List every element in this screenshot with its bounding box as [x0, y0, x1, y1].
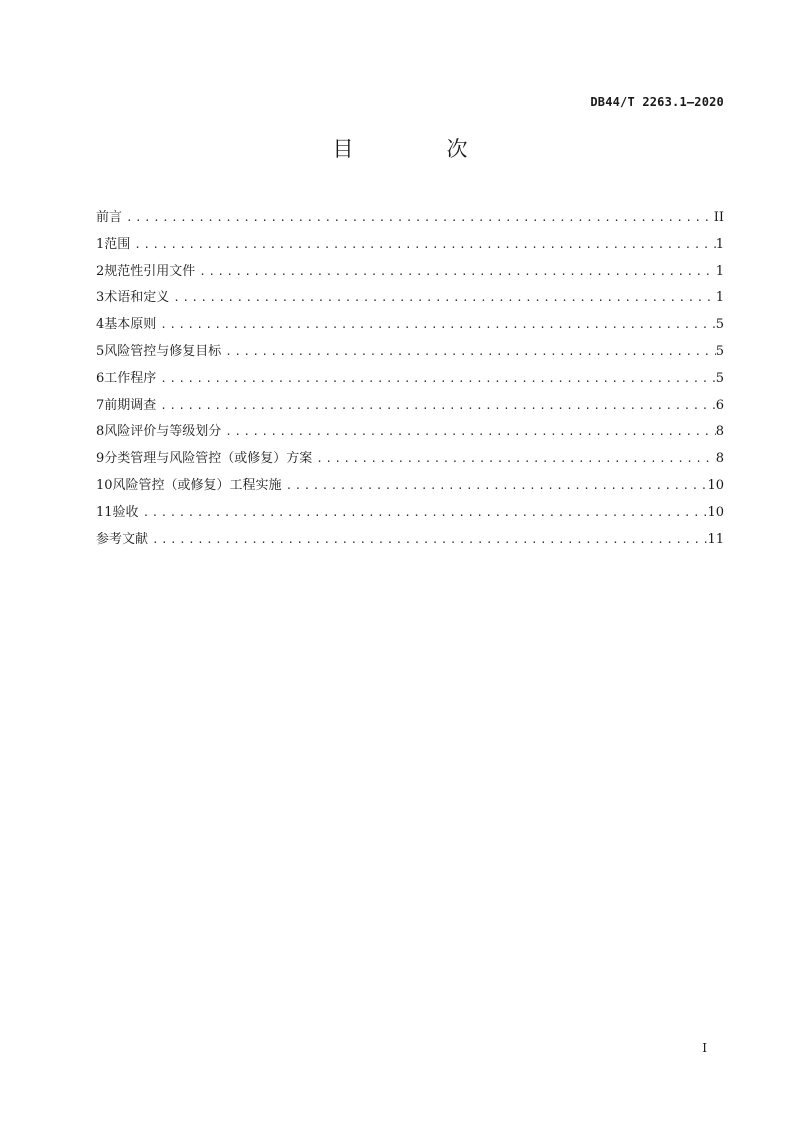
- page-number: I: [702, 1041, 707, 1055]
- toc-entry-page: 10: [707, 477, 724, 493]
- toc-entry-label: 工作程序: [104, 370, 157, 386]
- toc-entry-number: 10: [96, 477, 113, 493]
- toc-entry-3[interactable]: [96, 286, 724, 313]
- toc-entry-7[interactable]: [96, 394, 724, 421]
- toc-leader-dots: [195, 265, 715, 278]
- toc-entry-label: 验收: [112, 504, 139, 520]
- toc-leader-dots: [122, 211, 714, 224]
- toc-entry-label: 范围: [104, 236, 131, 252]
- document-code: DB44/T 2263.1—2020: [590, 95, 724, 109]
- toc-entry-number: 3: [96, 290, 105, 306]
- toc-leader-dots: [221, 345, 715, 358]
- toc-entry-label: 参考文献: [96, 531, 149, 547]
- toc-entry-label: 规范性引用文件: [104, 263, 196, 279]
- toc-leader-dots: [282, 479, 708, 492]
- toc-entry-page: 6: [715, 397, 724, 413]
- toc-entry-page: 5: [715, 343, 724, 359]
- toc-entry-label: 前言: [96, 210, 123, 225]
- toc-entry-8[interactable]: [96, 420, 724, 447]
- toc-entry-label: 风险管控（或修复）工程实施: [112, 477, 282, 493]
- toc-entry-page: 1: [715, 290, 724, 306]
- toc-leader-dots: [169, 291, 715, 304]
- toc-entry-label: 基本原则: [104, 317, 157, 333]
- toc-entry-page: 5: [715, 317, 724, 333]
- toc-entry-bibliography[interactable]: [96, 528, 724, 555]
- toc-entry-label: 术语和定义: [104, 290, 170, 306]
- toc-entry-number: 8: [96, 424, 105, 440]
- toc-entry-page: 5: [715, 370, 724, 386]
- toc-leader-dots: [312, 452, 715, 465]
- toc-entry-number: 9: [96, 451, 105, 467]
- toc-entry-10[interactable]: [96, 474, 724, 501]
- toc-entry-number: 11: [96, 504, 113, 520]
- toc-entry-6[interactable]: [96, 367, 724, 394]
- toc-entry-page: 8: [715, 424, 724, 440]
- toc-entry-11[interactable]: [96, 501, 724, 528]
- table-of-contents: [96, 206, 724, 554]
- toc-leader-dots: [156, 372, 715, 385]
- toc-entry-1[interactable]: [96, 233, 724, 260]
- toc-entry-label: 风险管控与修复目标: [104, 343, 222, 359]
- toc-entry-number: 2: [96, 263, 105, 279]
- toc-leader-dots: [156, 399, 715, 412]
- toc-title: 目 次: [332, 137, 504, 161]
- toc-entry-number: 5: [96, 343, 105, 359]
- toc-leader-dots: [221, 425, 715, 438]
- toc-entry-number: 4: [96, 317, 105, 333]
- toc-entry-label: 风险评价与等级划分: [104, 424, 222, 440]
- toc-entry-label: 分类管理与风险管控（或修复）方案: [104, 451, 313, 467]
- toc-entry-2[interactable]: [96, 260, 724, 287]
- toc-leader-dots: [148, 533, 707, 546]
- toc-entry-foreword[interactable]: [96, 206, 724, 233]
- toc-entry-page: 8: [715, 451, 724, 467]
- toc-leader-dots: [130, 238, 715, 251]
- toc-entry-number: 7: [96, 397, 105, 413]
- toc-entry-5[interactable]: [96, 340, 724, 367]
- toc-entry-page: 1: [715, 236, 724, 252]
- toc-entry-page: 1: [715, 263, 724, 279]
- toc-entry-page: 10: [707, 504, 724, 520]
- toc-entry-4[interactable]: [96, 313, 724, 340]
- toc-entry-number: 6: [96, 370, 105, 386]
- toc-entry-9[interactable]: [96, 447, 724, 474]
- toc-entry-number: 1: [96, 236, 105, 252]
- toc-leader-dots: [156, 318, 715, 331]
- toc-entry-label: 前期调查: [104, 397, 157, 413]
- toc-entry-page: II: [713, 210, 724, 225]
- toc-leader-dots: [139, 506, 708, 519]
- toc-entry-page: 11: [707, 531, 724, 547]
